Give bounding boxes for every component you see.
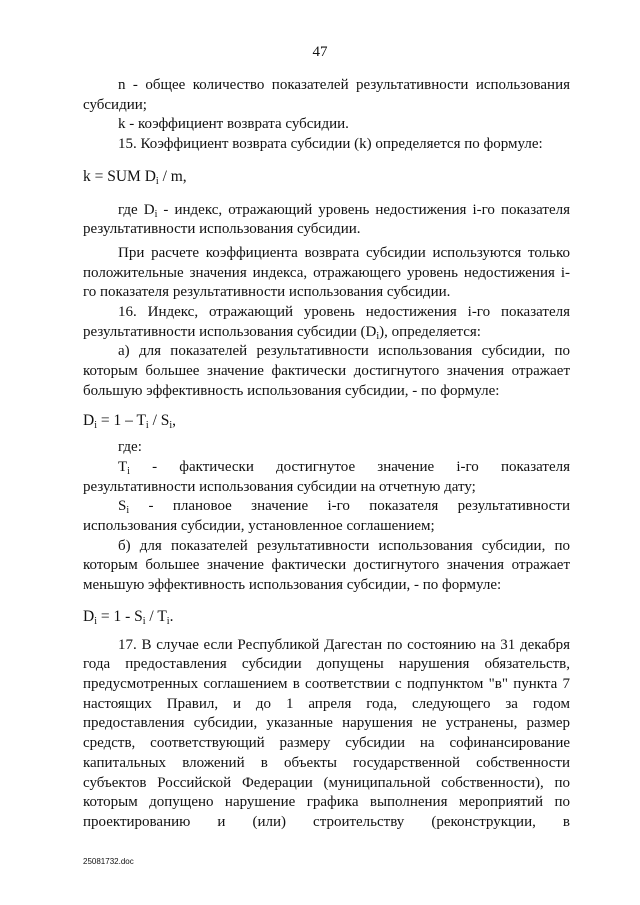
paragraph-15: 15. Коэффициент возврата субсидии (k) определяется по формуле: (118, 136, 543, 153)
paragraph-16b: б) для показателей результативности использования субсидии, по которым большее значение фактически достигнутого значения отражает меньшую эффективность использования субсидии, - по формуле: (83, 537, 570, 594)
document-body (83, 76, 570, 833)
paragraph-ti-definition: $T_i$ - фактически достигнутое значение i-го показателя результативности использования субсидии на отчетную дату; (83, 458, 570, 495)
file-name-footer: 25081732.doc (83, 857, 134, 866)
paragraph-17: 17. В случае если Республикой Дагестан по состоянию на 31 декабря года предоставления субсидии допущены нарушения обязательств, предусмотренных соглашением в соответствии с подпунктом "в" пункта 7 настоящих Правил, и до 1 апреля года, следующего за годом предоставления субсидии, указанные нарушения не устранены, размер средств, соответствующий размеру субсидии на софинансирование капитальных вложений в объекты государственной собственности субъектов Российской Федерации (муниципальной собственности), по которым допущено нарушение графика выполнения мероприятий по проектированию и (или) строительству (реконструкции, в (83, 636, 570, 830)
paragraph-si-definition: $S_i$ - плановое значение i-го показателя результативности использования субсидии, установленное соглашением; (83, 498, 570, 535)
formula-di-b: $D_i = 1 - S_i / T_i$. (83, 607, 174, 627)
paragraph-16a: а) для показателей результативности использования субсидии, по которым большее значение фактически достигнутого значения отражает большую эффективность использования субсидии, - по формуле: (83, 343, 570, 399)
paragraph-positive-values: При расчете коэффициента возврата субсидии используются только положительные значения индекса, отражающего уровень недостижения i-го показателя результативности использования субсидии. (83, 244, 570, 301)
formula-di-a: $D_i = 1 - T_i / S_i$, (83, 411, 177, 431)
paragraph-n-definition: n - общее количество показателей результативности использования субсидии; (83, 77, 570, 113)
paragraph-di-definition: где $D_i$ - индекс, отражающий уровень недостижения i-го показателя результативности использования субсидии. (83, 201, 571, 238)
page-number: 47 (312, 44, 328, 60)
paragraph-k-definition: k - коэффициент возврата субсидии. (118, 116, 349, 133)
formula-k: k = SUM $D_i$ / m, (83, 167, 187, 187)
paragraph-where: где: (118, 439, 142, 456)
paragraph-16: 16. Индекс, отражающий уровень недостижения i-го показателя результативности использования субсидии $(D_i)$, определяется: (83, 304, 570, 342)
